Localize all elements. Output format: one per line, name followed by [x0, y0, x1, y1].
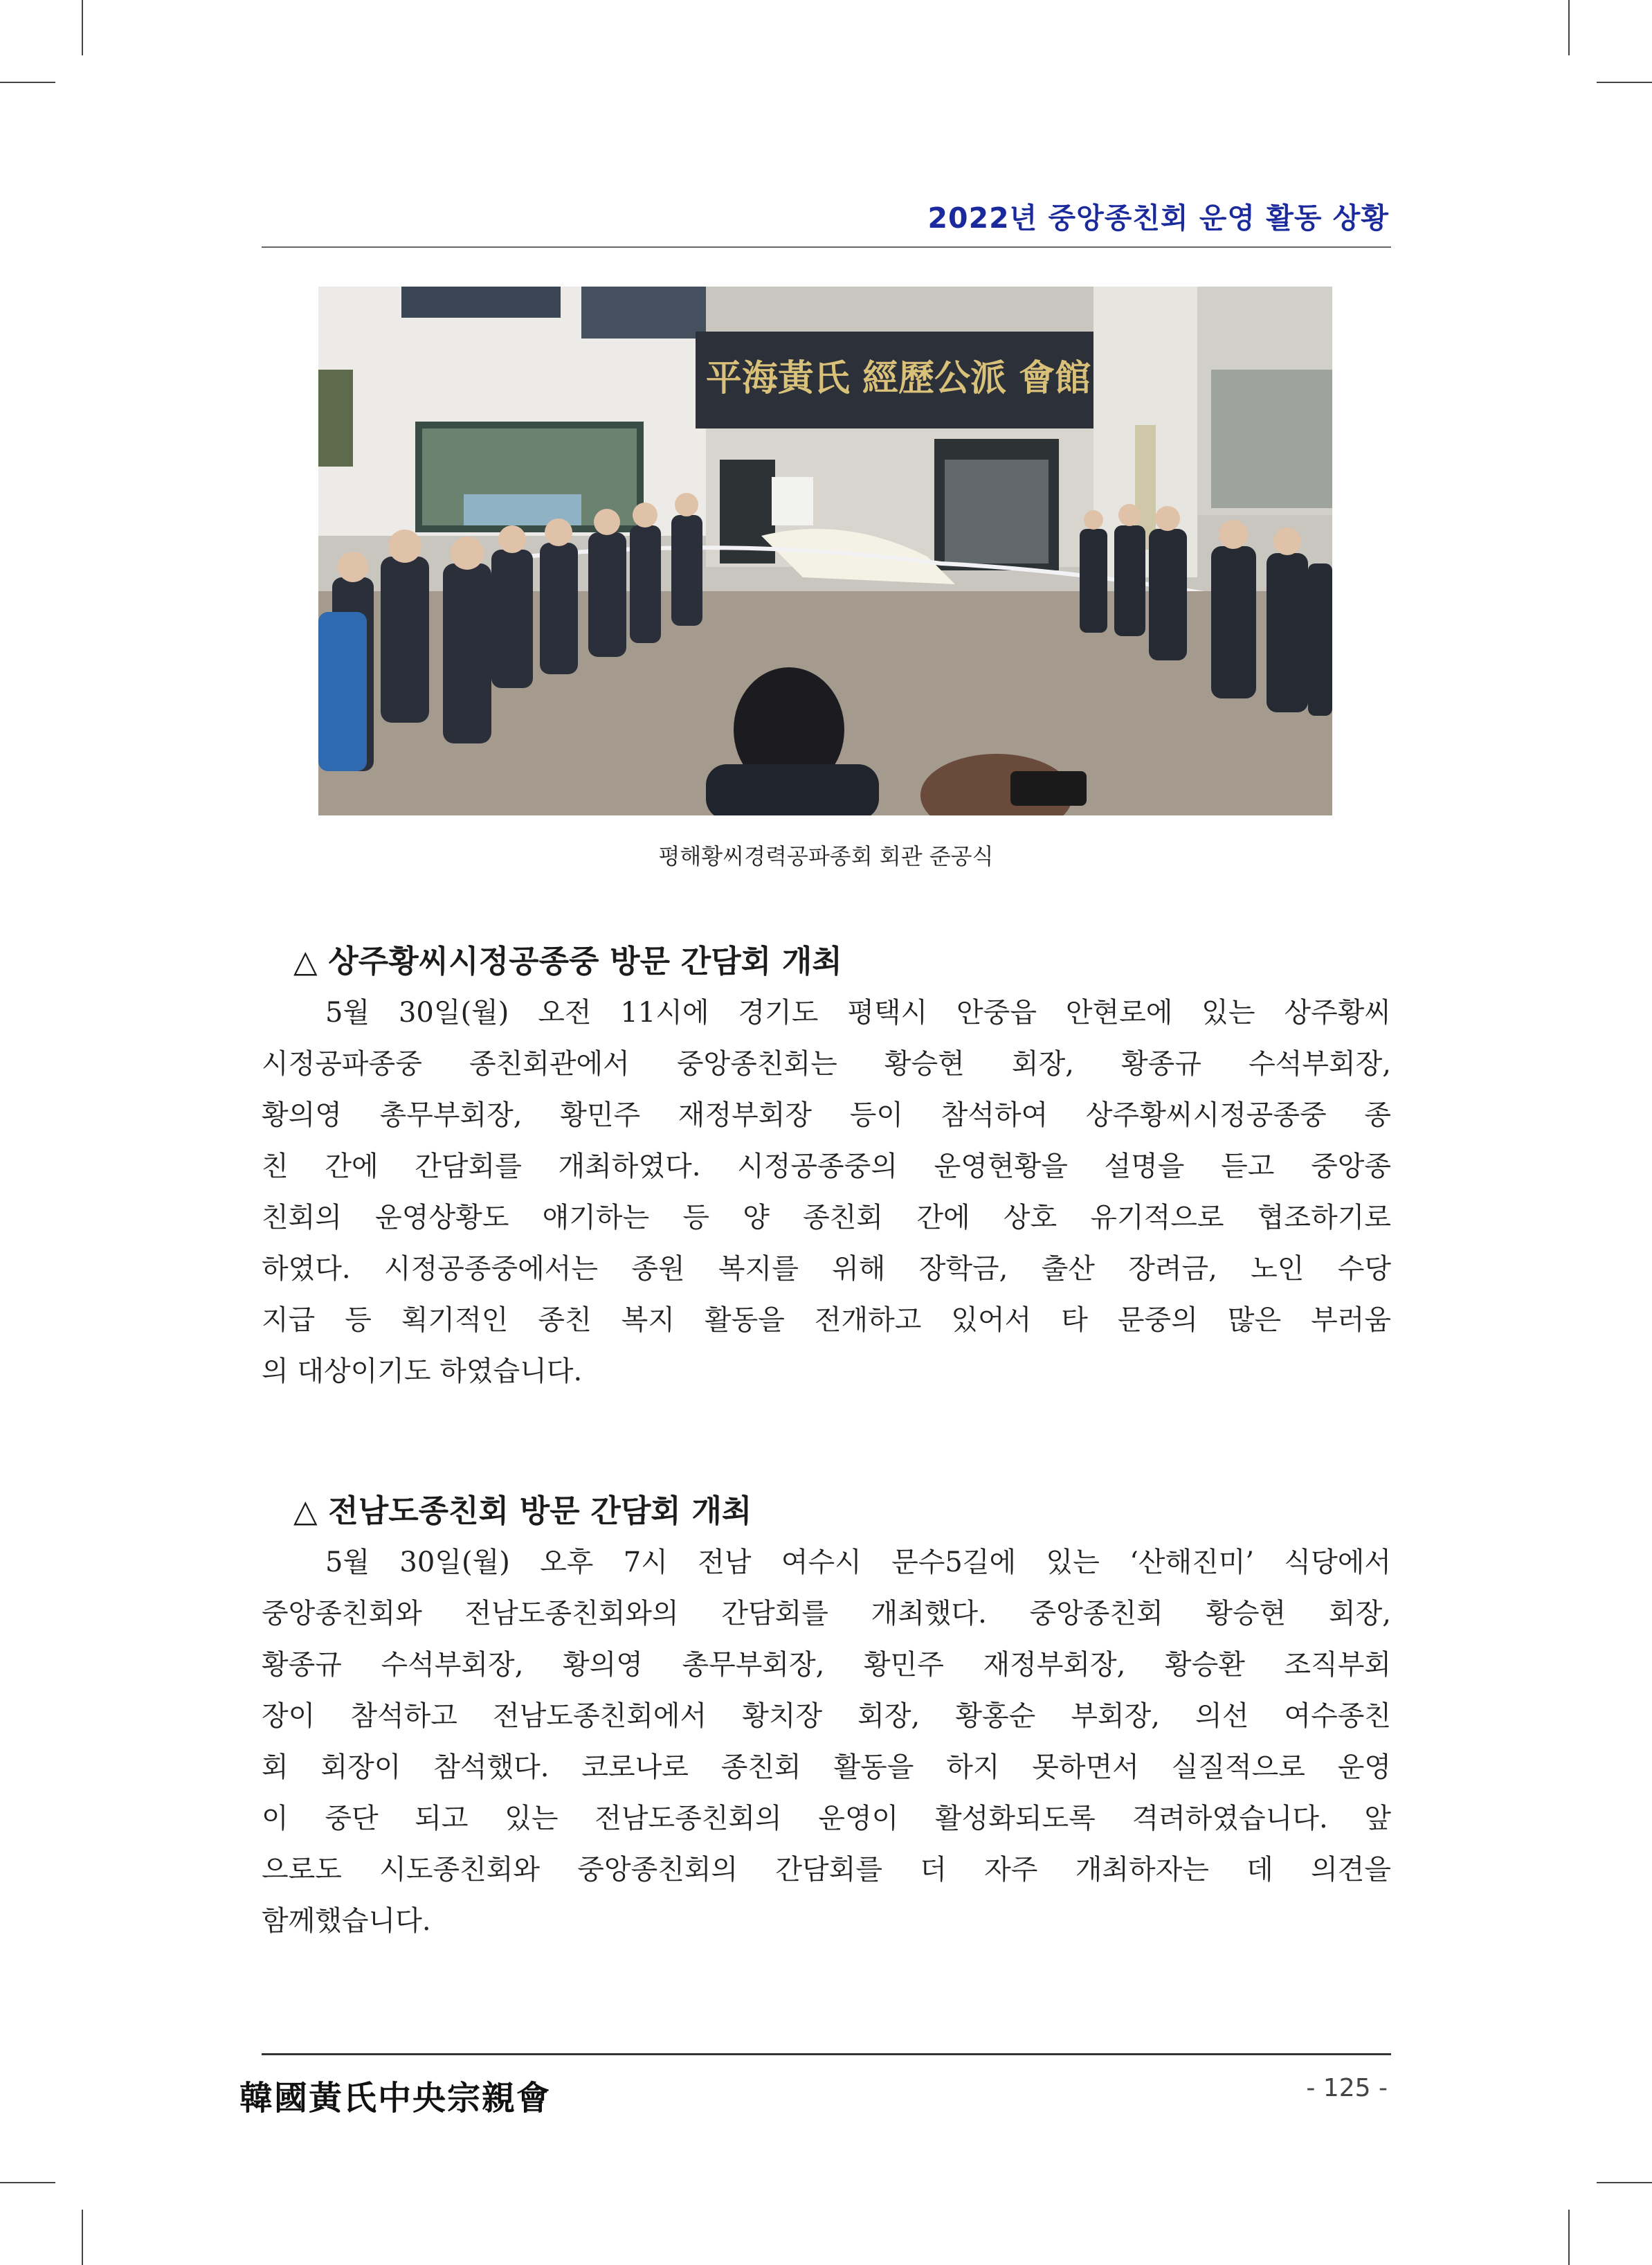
crop-mark [1568, 0, 1570, 55]
footer-rule [262, 2053, 1391, 2055]
body-line: 지급 등 획기적인 종친 복지 활동을 전개하고 있어서 타 문중의 많은 부러움 [262, 1304, 1391, 1336]
crop-mark [82, 2210, 83, 2265]
page-header-title: 2022년 중앙종친회 운영 활동 상황 [927, 201, 1389, 235]
ceremony-photo-illustration [318, 287, 1332, 815]
body-line: 친회의 운영상황도 얘기하는 등 양 종친회 간에 상호 유기적으로 협조하기로 [262, 1202, 1391, 1234]
body-line: 시정공파종중 종친회관에서 중앙종친회는 황승현 회장, 황종규 수석부회장, [262, 1048, 1391, 1080]
body-line: 회 회장이 참석했다. 코로나로 종친회 활동을 하지 못하면서 실질적으로 운영 [262, 1751, 1391, 1783]
crop-mark [82, 0, 83, 55]
section-body [262, 1537, 1391, 1947]
footer-logo: 韓國黃氏中央宗親會 [239, 2079, 552, 2118]
ceremony-photo [318, 287, 1332, 815]
body-line: 친 간에 간담회를 개최하였다. 시정공종중의 운영현황을 설명을 듣고 중앙종 [262, 1150, 1391, 1182]
section-heading: △ 상주황씨시정공종중 방문 간담회 개최 [293, 943, 842, 980]
crop-mark [0, 82, 55, 83]
section-heading: △ 전남도종친회 방문 간담회 개최 [293, 1492, 752, 1529]
body-line: 황의영 총무부회장, 황민주 재정부회장 등이 참석하여 상주황씨시정공종중 종 [262, 1099, 1391, 1131]
body-line: 함께했습니다. [262, 1905, 431, 1937]
body-line: 중앙종친회와 전남도종친회와의 간담회를 개최했다. 중앙종친회 황승현 회장, [262, 1598, 1391, 1630]
body-line: 장이 참석하고 전남도종친회에서 황치장 회장, 황홍순 부회장, 의선 여수종친 [262, 1700, 1391, 1732]
body-line: 의 대상이기도 하였습니다. [262, 1355, 583, 1387]
section-sangju-meeting [262, 936, 1391, 1397]
header-rule [262, 246, 1391, 248]
crop-mark [1597, 82, 1652, 83]
body-line: 5월 30일(월) 오후 7시 전남 여수시 문수5길에 있는 ‘산해진미’ 식당에서 [325, 1546, 1391, 1578]
body-line: 이 중단 되고 있는 전남도종친회의 운영이 활성화되도록 격려하였습니다. 앞 [262, 1803, 1391, 1834]
crop-mark [0, 2182, 55, 2183]
body-line: 으로도 시도종친회와 중앙종친회의 간담회를 더 자주 개최하자는 데 의견을 [262, 1854, 1391, 1886]
section-jeonnam-meeting [262, 1486, 1391, 1947]
section-body [262, 987, 1391, 1397]
crop-mark [1568, 2210, 1570, 2265]
body-line: 하였다. 시정공종중에서는 종원 복지를 위해 장학금, 출산 장려금, 노인 수당 [262, 1253, 1391, 1285]
photo-caption: 평해황씨경력공파종회 회관 준공식 [658, 843, 994, 869]
page-number: - 125 - [1306, 2074, 1388, 2102]
body-line: 황종규 수석부회장, 황의영 총무부회장, 황민주 재정부회장, 황승환 조직부회 [262, 1649, 1391, 1681]
crop-mark [1597, 2182, 1652, 2183]
signboard-text: 平海黃氏 經歷公派 會館 [705, 357, 1091, 399]
body-line: 5월 30일(월) 오전 11시에 경기도 평택시 안중읍 안현로에 있는 상주황씨 [325, 997, 1391, 1029]
